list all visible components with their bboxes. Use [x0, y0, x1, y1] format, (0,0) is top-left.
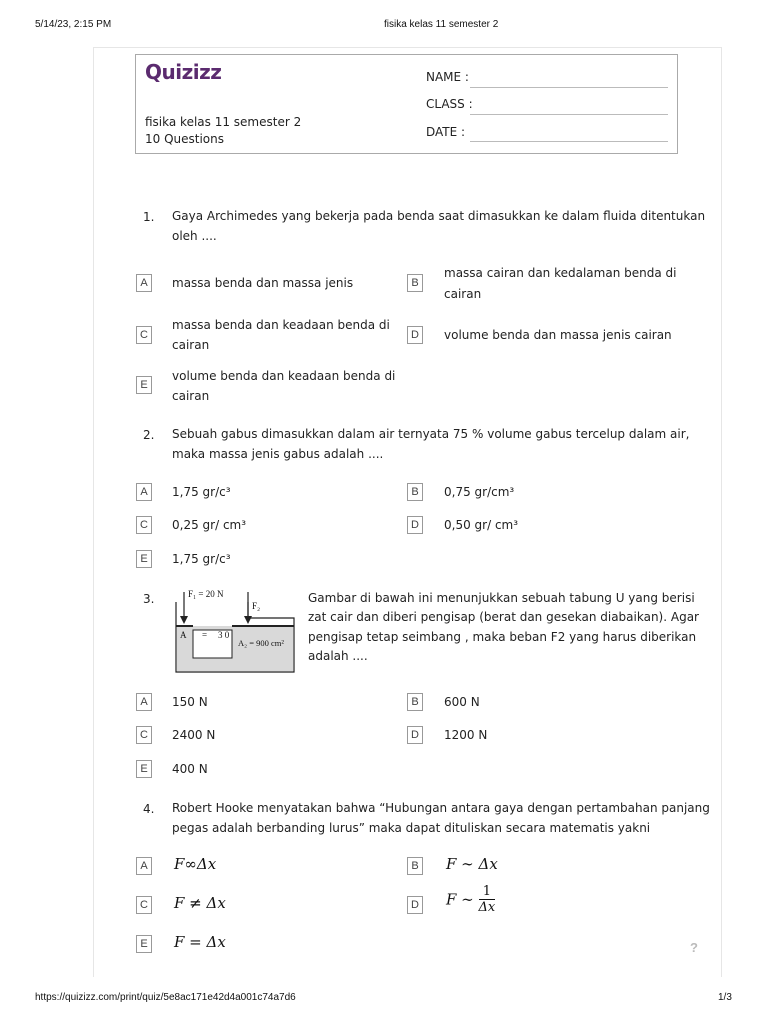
q3-option-b-box[interactable]: B: [407, 693, 423, 711]
question-3-text-line3: pengisap tetap seimbang , maka beban F2 yang harus diberikan: [308, 630, 697, 644]
sheet-border-right: [721, 47, 722, 977]
q4-option-c-formula: F ≠ Δx: [174, 894, 226, 912]
question-1-text-line1: Gaya Archimedes yang bekerja pada benda saat dimasukkan ke dalam fluida ditentukan: [172, 209, 706, 223]
question-4-number: 4.: [143, 802, 155, 816]
q2-option-e-text: 1,75 gr/c³: [172, 552, 231, 566]
q3-option-b-text: 600 N: [444, 695, 480, 709]
q4-option-d-box[interactable]: D: [407, 896, 423, 914]
print-datetime: 5/14/23, 2:15 PM: [35, 19, 112, 30]
q1-option-b-text-line2: cairan: [444, 287, 482, 301]
q2-option-e-box[interactable]: E: [136, 550, 152, 568]
q3-option-c-box[interactable]: C: [136, 726, 152, 744]
q4-option-a-formula: F∞Δx: [174, 855, 217, 873]
q2-option-d-text: 0,50 gr/ cm³: [444, 518, 519, 532]
q1-option-b-box[interactable]: B: [407, 274, 423, 292]
q4-option-e-box[interactable]: E: [136, 935, 152, 953]
q1-option-a-text: massa benda dan massa jenis: [172, 276, 354, 290]
q4-option-a-box[interactable]: A: [136, 857, 152, 875]
q3-option-a-text: 150 N: [172, 695, 208, 709]
figure-a1-label: A: [180, 630, 187, 640]
q2-option-c-box[interactable]: C: [136, 516, 152, 534]
q3-option-e-text: 400 N: [172, 762, 208, 776]
question-4-text-line2: pegas adalah berbanding lurus” maka dapat dituliskan secara matematis yakni: [172, 821, 651, 835]
u-tube-figure: [166, 586, 301, 676]
q2-option-d-box[interactable]: D: [407, 516, 423, 534]
q4-option-e-formula: F = Δx: [174, 933, 226, 951]
print-url: https://quizizz.com/print/quiz/5e8ac171e42d4a001c74a7d6: [35, 992, 296, 1003]
quiz-title: fisika kelas 11 semester 2: [145, 115, 302, 129]
q1-option-b-text-line1: massa cairan dan kedalaman benda di: [444, 266, 677, 280]
q2-option-b-text: 0,75 gr/cm³: [444, 485, 515, 499]
figure-f2-label: F₂: [252, 601, 261, 611]
figure-a1-value: 3 0: [218, 630, 230, 640]
q4-option-d-denominator: Δx: [478, 900, 496, 915]
q2-option-a-box[interactable]: A: [136, 483, 152, 501]
question-3-text-line2: zat cair dan diberi pengisap (berat dan gesekan diabaikan). Agar: [308, 610, 699, 624]
figure-f1-label: F₁ = 20 N: [188, 589, 224, 599]
date-field[interactable]: [470, 141, 668, 142]
name-field[interactable]: [470, 87, 668, 88]
question-count: 10 Questions: [145, 132, 225, 146]
q4-option-d-prefix: F ∼: [446, 890, 474, 909]
q4-option-d-fraction: [479, 884, 496, 915]
q2-option-c-text: 0,25 gr/ cm³: [172, 518, 247, 532]
question-3-number: 3.: [143, 592, 155, 606]
q3-option-d-box[interactable]: D: [407, 726, 423, 744]
question-2-text-line2: maka massa jenis gabus adalah ....: [172, 447, 384, 461]
q4-option-d-numerator: 1: [482, 884, 492, 899]
q1-option-a-box[interactable]: A: [136, 274, 152, 292]
sheet-border-left: [93, 47, 94, 977]
q4-option-d-formula: [446, 884, 495, 915]
q4-option-b-formula: F ∼ Δx: [446, 855, 498, 873]
sheet-border-top: [93, 47, 722, 48]
class-label: CLASS :: [426, 97, 473, 111]
q1-option-c-text-line1: massa benda dan keadaan benda di: [172, 318, 390, 332]
q1-option-c-text-line2: cairan: [172, 338, 210, 352]
date-label: DATE :: [426, 125, 466, 139]
q1-option-d-box[interactable]: D: [407, 326, 423, 344]
question-4-text-line1: Robert Hooke menyatakan bahwa “Hubungan antara gaya dengan pertambahan panjang: [172, 801, 710, 815]
q1-option-e-box[interactable]: E: [136, 376, 152, 394]
q4-option-b-box[interactable]: B: [407, 857, 423, 875]
name-label: NAME :: [426, 70, 469, 84]
q4-option-c-box[interactable]: C: [136, 896, 152, 914]
question-3-text-line4: adalah ....: [308, 649, 368, 663]
q1-option-d-text: volume benda dan massa jenis cairan: [444, 328, 672, 342]
question-2-text-line1: Sebuah gabus dimasukkan dalam air ternyata 75 % volume gabus tercelup dalam air,: [172, 427, 690, 441]
q3-option-a-box[interactable]: A: [136, 693, 152, 711]
q1-option-c-box[interactable]: C: [136, 326, 152, 344]
print-page-number: 1/3: [718, 992, 732, 1003]
class-field[interactable]: [470, 114, 668, 115]
question-2-number: 2.: [143, 428, 155, 442]
quizizz-logo: Quizizz: [145, 60, 222, 84]
print-title: fisika kelas 11 semester 2: [384, 19, 499, 30]
figure-a2-label: A₂ = 900 cm²: [238, 638, 284, 648]
help-icon[interactable]: ?: [690, 940, 698, 955]
figure-a1-equals: =: [202, 630, 208, 640]
q2-option-b-box[interactable]: B: [407, 483, 423, 501]
q1-option-e-text-line1: volume benda dan keadaan benda di: [172, 369, 396, 383]
question-1-number: 1.: [143, 210, 155, 224]
q2-option-a-text: 1,75 gr/c³: [172, 485, 231, 499]
question-1-text-line2: oleh ....: [172, 229, 217, 243]
question-3-text-line1: Gambar di bawah ini menunjukkan sebuah tabung U yang berisi: [308, 591, 695, 605]
q3-option-d-text: 1200 N: [444, 728, 488, 742]
q3-option-e-box[interactable]: E: [136, 760, 152, 778]
q1-option-e-text-line2: cairan: [172, 389, 210, 403]
q3-option-c-text: 2400 N: [172, 728, 216, 742]
